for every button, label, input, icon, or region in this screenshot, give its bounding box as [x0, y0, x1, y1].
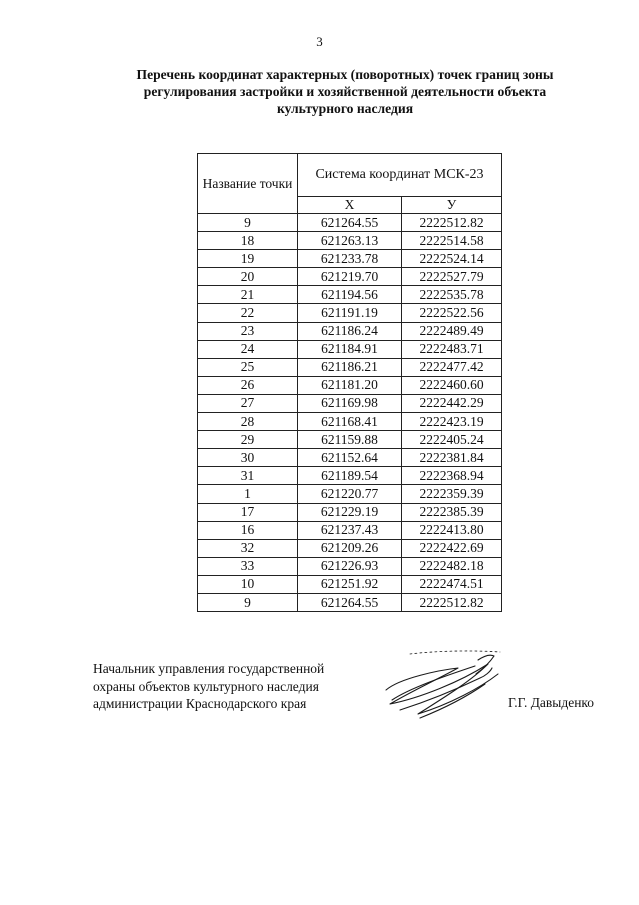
y-coordinate-cell: 2222482.18: [402, 557, 502, 575]
point-name-cell: 24: [198, 340, 298, 358]
x-coordinate-cell: 621186.21: [298, 358, 402, 376]
table-row: [198, 521, 502, 539]
table-row: [198, 557, 502, 575]
y-coordinate-cell: 2222381.84: [402, 449, 502, 467]
x-coordinate-cell: 621159.88: [298, 431, 402, 449]
x-coordinate-cell: 621169.98: [298, 394, 402, 412]
y-coordinate-cell: 2222368.94: [402, 467, 502, 485]
point-name-cell: 1: [198, 485, 298, 503]
document-title-line: культурного наследия: [276, 101, 414, 116]
x-coordinate-cell: 621263.13: [298, 232, 402, 250]
table-body: [198, 214, 502, 612]
point-name-cell: 21: [198, 286, 298, 304]
x-coordinate-cell: 621194.56: [298, 286, 402, 304]
x-coordinate-cell: 621184.91: [298, 340, 402, 358]
point-name-cell: 26: [198, 376, 298, 394]
y-coordinate-cell: 2222483.71: [402, 340, 502, 358]
table-row: [198, 503, 502, 521]
y-coordinate-cell: 2222460.60: [402, 376, 502, 394]
x-coordinate-cell: 621264.55: [298, 214, 402, 232]
x-coordinate-cell: 621220.77: [298, 485, 402, 503]
point-name-cell: 18: [198, 232, 298, 250]
point-name-cell: 30: [198, 449, 298, 467]
point-name-cell: 32: [198, 539, 298, 557]
x-coordinate-cell: 621181.20: [298, 376, 402, 394]
point-name-cell: 33: [198, 557, 298, 575]
y-coordinate-cell: 2222359.39: [402, 485, 502, 503]
x-coordinate-cell: 621219.70: [298, 268, 402, 286]
y-coordinate-cell: 2222442.29: [402, 394, 502, 412]
table-row: [198, 485, 502, 503]
table-row: [198, 539, 502, 557]
document-title-line: Перечень координат характерных (поворотных) точек границ зоны: [136, 67, 554, 82]
table-row: [198, 449, 502, 467]
page-number: 3: [316, 34, 323, 49]
point-name-cell: 29: [198, 431, 298, 449]
y-coordinate-cell: 2222422.69: [402, 539, 502, 557]
x-coordinate-cell: 621191.19: [298, 304, 402, 322]
document-title: [95, 66, 595, 117]
point-name-cell: 28: [198, 413, 298, 431]
y-coordinate-cell: 2222512.82: [402, 593, 502, 611]
table-row: [198, 304, 502, 322]
y-coordinate-cell: 2222413.80: [402, 521, 502, 539]
x-coordinate-cell: 621186.24: [298, 322, 402, 340]
signatory-position-line: охраны объектов культурного наследия: [93, 678, 319, 694]
x-axis-header: Х: [298, 197, 402, 214]
x-coordinate-cell: 621251.92: [298, 575, 402, 593]
x-coordinate-cell: 621229.19: [298, 503, 402, 521]
point-name-cell: 27: [198, 394, 298, 412]
y-coordinate-cell: 2222527.79: [402, 268, 502, 286]
point-name-cell: 19: [198, 250, 298, 268]
y-axis-header: У: [402, 197, 502, 214]
x-coordinate-cell: 621264.55: [298, 593, 402, 611]
y-coordinate-cell: 2222514.58: [402, 232, 502, 250]
y-coordinate-cell: 2222512.82: [402, 214, 502, 232]
y-coordinate-cell: 2222522.56: [402, 304, 502, 322]
table-header-row: [198, 154, 502, 197]
point-name-cell: 9: [198, 214, 298, 232]
y-coordinate-cell: 2222524.14: [402, 250, 502, 268]
signatory-position-line: Начальник управления государственной: [93, 661, 325, 676]
y-coordinate-cell: 2222535.78: [402, 286, 502, 304]
x-coordinate-cell: 621152.64: [298, 449, 402, 467]
point-name-cell: 16: [198, 521, 298, 539]
table-row: [198, 575, 502, 593]
signatory-name: Г.Г. Давыденко: [508, 695, 595, 710]
table-row: [198, 214, 502, 232]
point-name-cell: 31: [198, 467, 298, 485]
coordinate-system-header: Система координат МСК-23: [298, 154, 502, 197]
table-row: [198, 358, 502, 376]
table-row: [198, 250, 502, 268]
y-coordinate-cell: 2222423.19: [402, 413, 502, 431]
x-coordinate-cell: 621226.93: [298, 557, 402, 575]
y-coordinate-cell: 2222489.49: [402, 322, 502, 340]
point-name-cell: 25: [198, 358, 298, 376]
x-coordinate-cell: 621209.26: [298, 539, 402, 557]
table-row: [198, 376, 502, 394]
point-name-cell: 9: [198, 593, 298, 611]
y-coordinate-cell: 2222474.51: [402, 575, 502, 593]
table-row: [198, 467, 502, 485]
handwritten-signature-icon: [380, 648, 510, 728]
signatory-position: [93, 660, 324, 713]
x-coordinate-cell: 621237.43: [298, 521, 402, 539]
table-row: [198, 431, 502, 449]
table-row: [198, 413, 502, 431]
table-row: [198, 340, 502, 358]
y-coordinate-cell: 2222385.39: [402, 503, 502, 521]
x-coordinate-cell: 621233.78: [298, 250, 402, 268]
point-name-cell: 20: [198, 268, 298, 286]
point-name-header: Название точки: [198, 154, 298, 214]
table-row: [198, 394, 502, 412]
table-row: [198, 322, 502, 340]
y-coordinate-cell: 2222405.24: [402, 431, 502, 449]
point-name-cell: 22: [198, 304, 298, 322]
point-name-cell: 17: [198, 503, 298, 521]
point-name-cell: 23: [198, 322, 298, 340]
document-title-line: регулирования застройки и хозяйственной деятельности объекта: [143, 84, 547, 99]
table-row: [198, 286, 502, 304]
table-row: [198, 232, 502, 250]
table-row: [198, 593, 502, 611]
y-coordinate-cell: 2222477.42: [402, 358, 502, 376]
point-name-cell: 10: [198, 575, 298, 593]
table-row: [198, 268, 502, 286]
x-coordinate-cell: 621189.54: [298, 467, 402, 485]
x-coordinate-cell: 621168.41: [298, 413, 402, 431]
coordinates-table: [197, 153, 502, 612]
signatory-position-line: администрации Краснодарского края: [93, 696, 307, 711]
